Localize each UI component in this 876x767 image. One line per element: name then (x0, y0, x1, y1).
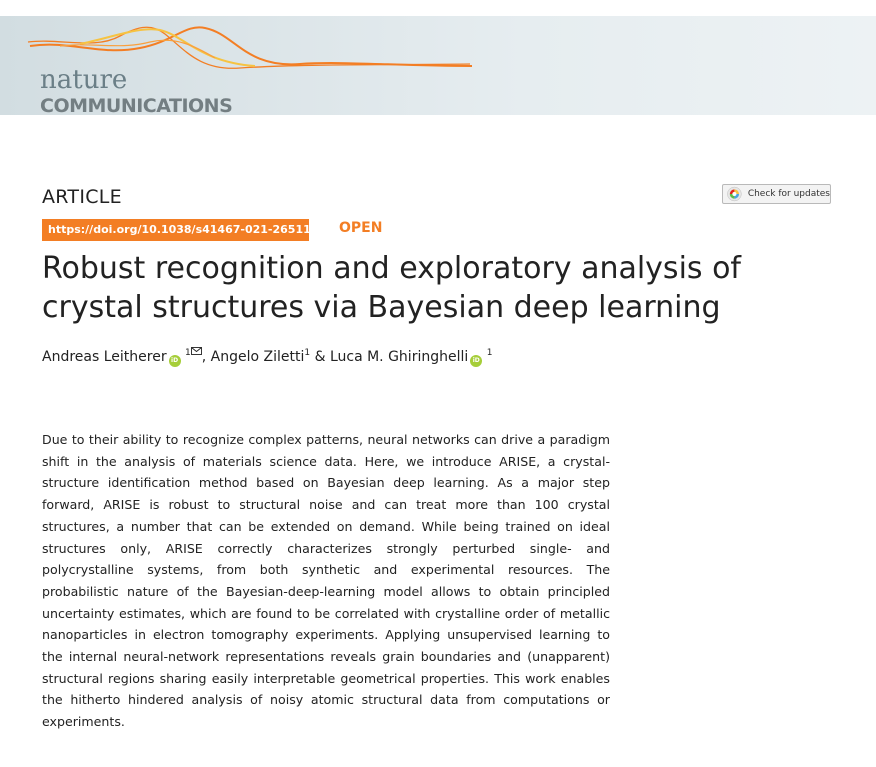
author-name[interactable]: Andreas Leitherer (42, 349, 167, 365)
logo-communications-text: COMMUNICATIONS (40, 95, 233, 117)
author-list (42, 347, 492, 367)
article-type-label: ARTICLE (42, 186, 122, 208)
author-affiliation[interactable]: 1 (185, 348, 191, 358)
abstract-text: Due to their ability to recognize complex patterns, neural networks can drive a paradigm shift in the analysis of materials science data. Here, we introduce ARISE, a crystal-structure identification method based on Bayesian deep learning. As a major step forward, ARISE is robust to structural noise and can treat more than 100 crystal structures, a number that can be extended on demand. While being trained on ideal structures only, ARISE correctly characterizes strongly perturbed single- and polycrystalline systems, from both synthetic and experimental resources. The probabilistic nature of the Bayesian-deep-learning model allows to obtain principled uncertainty estimates, which are found to be correlated with crystalline order of metallic nanoparticles in electron tomography experiments. Applying unsupervised learning to the internal neural-network representations reveals grain boundaries and (unapparent) structural regions sharing easily interpretable geometrical properties. This work enables the hitherto hindered analysis of noisy atomic structural data from computations or experiments. (42, 432, 610, 730)
title-line-2: crystal structures via Bayesian deep learning (42, 290, 721, 325)
crossmark-icon (727, 186, 742, 202)
orcid-icon[interactable]: iD (470, 355, 482, 367)
author-separator: & (310, 349, 330, 365)
title-line-1: Robust recognition and exploratory analysis of (42, 251, 741, 286)
orcid-icon[interactable]: iD (169, 355, 181, 367)
author-name[interactable]: Luca M. Ghiringhelli (329, 349, 469, 365)
open-access-label: OPEN (339, 220, 383, 236)
journal-banner (0, 16, 876, 115)
author-separator: , (201, 349, 211, 365)
author-affiliation[interactable]: 1 (486, 348, 493, 358)
check-for-updates-button[interactable] (722, 184, 831, 204)
doi-link[interactable]: https://doi.org/10.1038/s41467-021-26511-5 (42, 219, 309, 241)
author-affiliation[interactable]: 1 (304, 348, 311, 358)
article-title (42, 249, 822, 327)
mail-icon[interactable] (191, 347, 202, 355)
author-name[interactable]: Angelo Ziletti (210, 349, 305, 365)
logo-nature-text: nature (40, 65, 128, 95)
check-for-updates-label: Check for updates (747, 189, 830, 199)
